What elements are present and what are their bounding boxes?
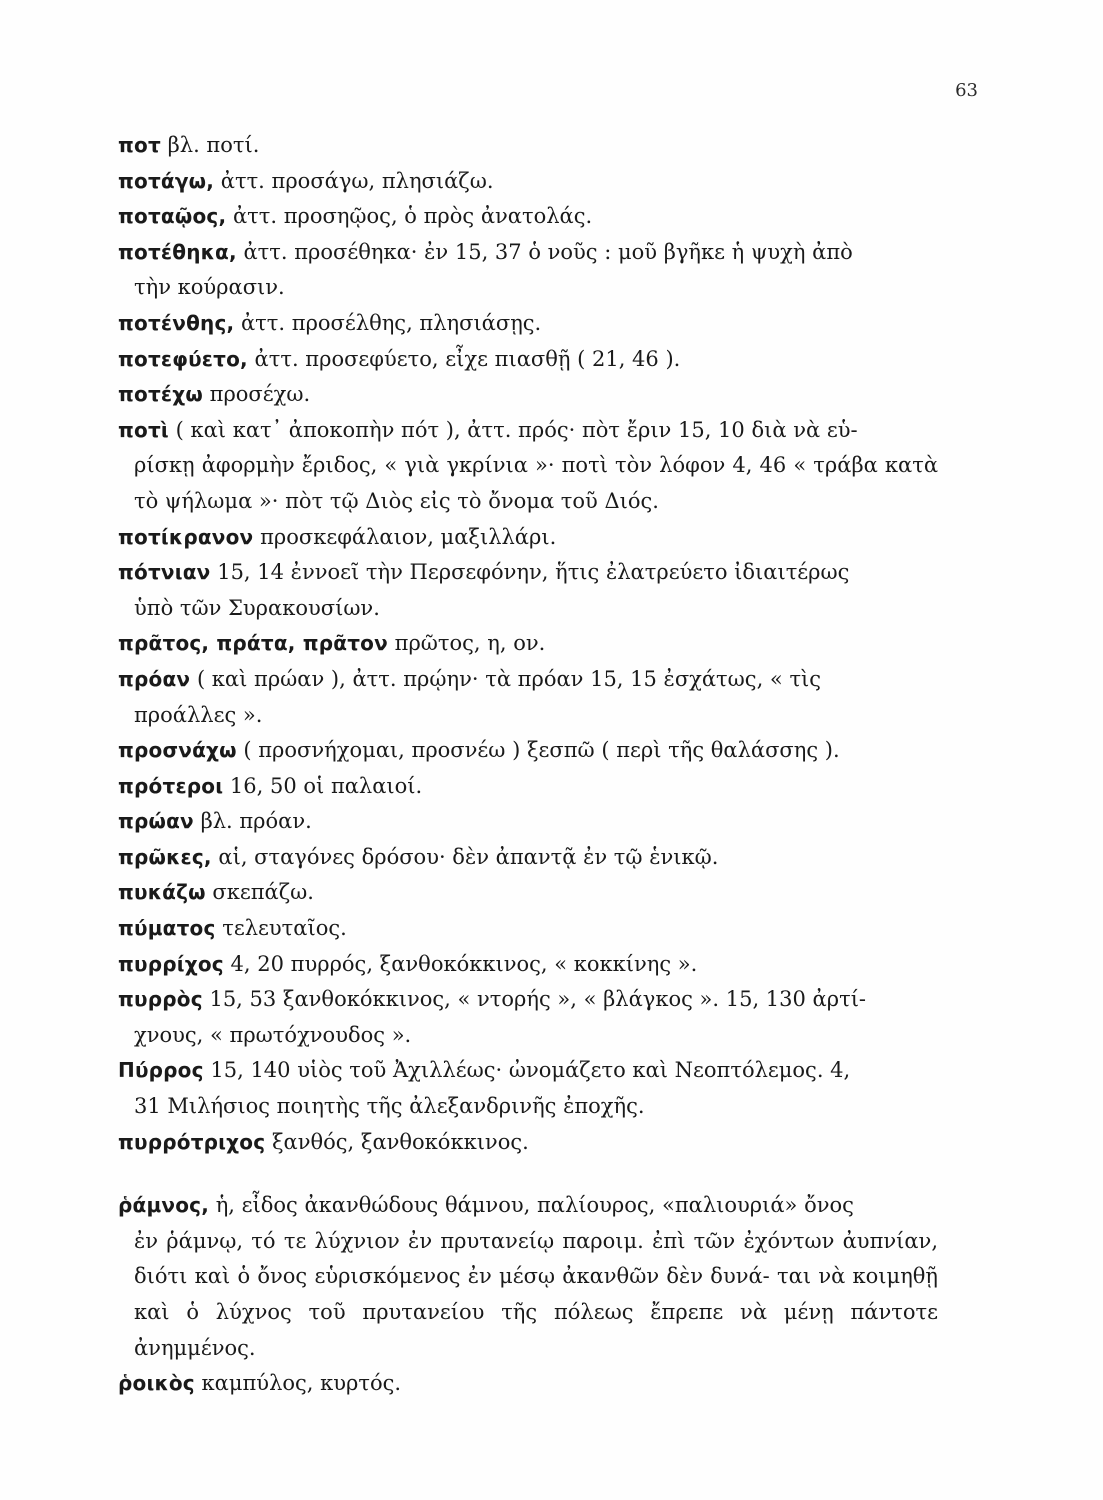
definition: αἱ, σταγόνες δρόσου· δὲν ἀπαντᾷ ἐν τῷ ἑνικῷ. (218, 844, 719, 869)
definition: ἡ, εἶδος ἀκανθώδους θάμνου, παλίουρος, «παλιουριά» ὄνος (215, 1193, 854, 1218)
entry (118, 911, 938, 947)
headword: πρότεροι (118, 773, 224, 798)
definition: βλ. πρόαν. (200, 809, 312, 834)
entry (118, 235, 938, 306)
definition: ( καὶ κατ᾽ ἀποκοπὴν πότ ), ἀττ. πρός· πὸτ ἔριν 15, 10 διὰ νὰ εὑ- (175, 417, 858, 442)
definition-continuation: 31 Μιλήσιος ποιητὴς τῆς ἀλεξανδρινῆς ἐποχῆς. (134, 1094, 645, 1119)
definition: ἀττ. προσηῷος, ὁ πρὸς ἀνατολάς. (232, 204, 593, 229)
headword: ποτεφύετο, (118, 346, 248, 371)
entry (118, 128, 938, 164)
definition: τελευταῖος. (222, 916, 347, 941)
definition: ( καὶ πρώαν ), ἀττ. πρῴην· τὰ πρόαν 15, 15 ἐσχάτως, « τὶς (196, 666, 822, 691)
headword: ποταῷος, (118, 204, 227, 229)
entry (118, 769, 938, 805)
entry (118, 377, 938, 413)
definition: 4, 20 πυρρός, ξανθοκόκκινος, « κοκκίνης ». (230, 951, 698, 976)
headword: Πύρρος (118, 1058, 204, 1083)
definition: προσέχω. (209, 382, 311, 407)
headword: πρόαν (118, 666, 191, 691)
definition-continuation: τὴν κούρασιν. (134, 275, 285, 300)
entry (118, 164, 938, 200)
definition: καμπύλος, κυρτός. (201, 1371, 402, 1396)
definition: 15, 14 ἐννοεῖ τὴν Περσεφόνην, ἥτις ἐλατρεύετο ἰδιαιτέρως (217, 560, 850, 585)
entry (118, 840, 938, 876)
headword: ποτέθηκα, (118, 239, 237, 264)
entry-list (118, 128, 938, 1402)
definition: ξανθός, ξανθοκόκκινος. (271, 1129, 529, 1154)
entry (118, 733, 938, 769)
headword: ποτέχω (118, 382, 203, 407)
entry (118, 1053, 938, 1124)
definition: ἀττ. προσέλθης, πλησιάσῃς. (241, 310, 542, 335)
definition-continuation: ἐν ῥάμνῳ, τό τε λύχνιον ἐν πρυτανείῳ παροιμ. ἐπὶ τῶν ἐχόντων ἀυπνίαν, διότι καὶ ὁ ὄνος εὑρισκόμενος ἐν μέσῳ ἀκανθῶν δὲν δυνά- ται νὰ κοιμηθῇ καὶ ὁ λύχνος τοῦ πρυτανείου τῆς πόλεως ἔπρεπε νὰ μένῃ πάντοτε ἀνημμένος. (134, 1228, 938, 1360)
definition: σκεπάζω. (212, 880, 314, 905)
headword: ποτάγω, (118, 168, 215, 193)
definition: προσκεφάλαιον, μαξιλλάρι. (260, 524, 557, 549)
headword: πυρρίχος (118, 951, 224, 976)
headword: ῥάμνος, (118, 1193, 209, 1218)
headword: πρῶκες, (118, 844, 212, 869)
entry (118, 1188, 938, 1366)
entry (118, 875, 938, 911)
entry (118, 306, 938, 342)
page-number: 63 (955, 80, 978, 101)
headword: ποτένθης, (118, 310, 235, 335)
entry (118, 199, 938, 235)
definition: ( προσνήχομαι, προσνέω ) ξεσπῶ ( περὶ τῆς θαλάσσης ). (243, 738, 840, 763)
entry (118, 413, 938, 520)
entry (118, 947, 938, 983)
definition: 15, 140 υἱὸς τοῦ Ἀχιλλέως· ὠνομάζετο καὶ Νεοπτόλεμος. 4, (210, 1058, 851, 1083)
definition: ἀττ. προσάγω, πλησιάζω. (220, 168, 494, 193)
definition: ἀττ. προσέθηκα· ἐν 15, 37 ὁ νοῦς : μοῦ βγῆκε ἡ ψυχὴ ἀπὸ (243, 239, 853, 264)
headword: ποτίκρανον (118, 524, 254, 549)
headword: πυκάζω (118, 880, 206, 905)
entry (118, 804, 938, 840)
definition-continuation: χνους, « πρωτόχνουδος ». (134, 1022, 412, 1047)
headword: πρώαν (118, 809, 194, 834)
definition: πρῶτος, η, ον. (394, 631, 546, 656)
entry (118, 520, 938, 556)
entry (118, 982, 938, 1053)
entry (118, 555, 938, 626)
entry (118, 1125, 938, 1161)
headword: πρᾶτος, πράτα, πρᾶτον (118, 631, 388, 656)
headword: ποτὶ (118, 417, 169, 442)
entry (118, 1366, 938, 1402)
headword: ποτ (118, 133, 161, 157)
headword: πυρρὸς (118, 987, 203, 1012)
entry (118, 342, 938, 378)
definition: βλ. ποτί. (167, 133, 260, 157)
definition: 16, 50 οἱ παλαιοί. (229, 773, 423, 798)
entry (118, 662, 938, 733)
headword: προσνάχω (118, 738, 237, 763)
headword: πότνιαν (118, 560, 211, 585)
section-gap (118, 1160, 938, 1188)
entry (118, 626, 938, 662)
definition-continuation: ὑπὸ τῶν Συρακουσίων. (134, 595, 380, 620)
definition: 15, 53 ξανθοκόκκινος, « ντορής », « βλάγκος ». 15, 130 ἀρτί- (209, 987, 867, 1012)
definition: ἀττ. προσεφύετο, εἶχε πιασθῇ ( 21, 46 ). (254, 346, 681, 371)
definition-continuation: προάλλες ». (134, 702, 263, 727)
headword: ῥοικὸς (118, 1371, 195, 1396)
headword: πυρρότριχος (118, 1129, 266, 1154)
headword: πύματος (118, 916, 216, 941)
definition-continuation: ρίσκῃ ἀφορμὴν ἔριδος, « γιὰ γκρίνια »· ποτὶ τὸν λόφον 4, 46 « τράβα κατὰ τὸ ψήλωμα »· πὸτ τῷ Διὸς εἰς τὸ ὄνομα τοῦ Διός. (134, 453, 938, 513)
